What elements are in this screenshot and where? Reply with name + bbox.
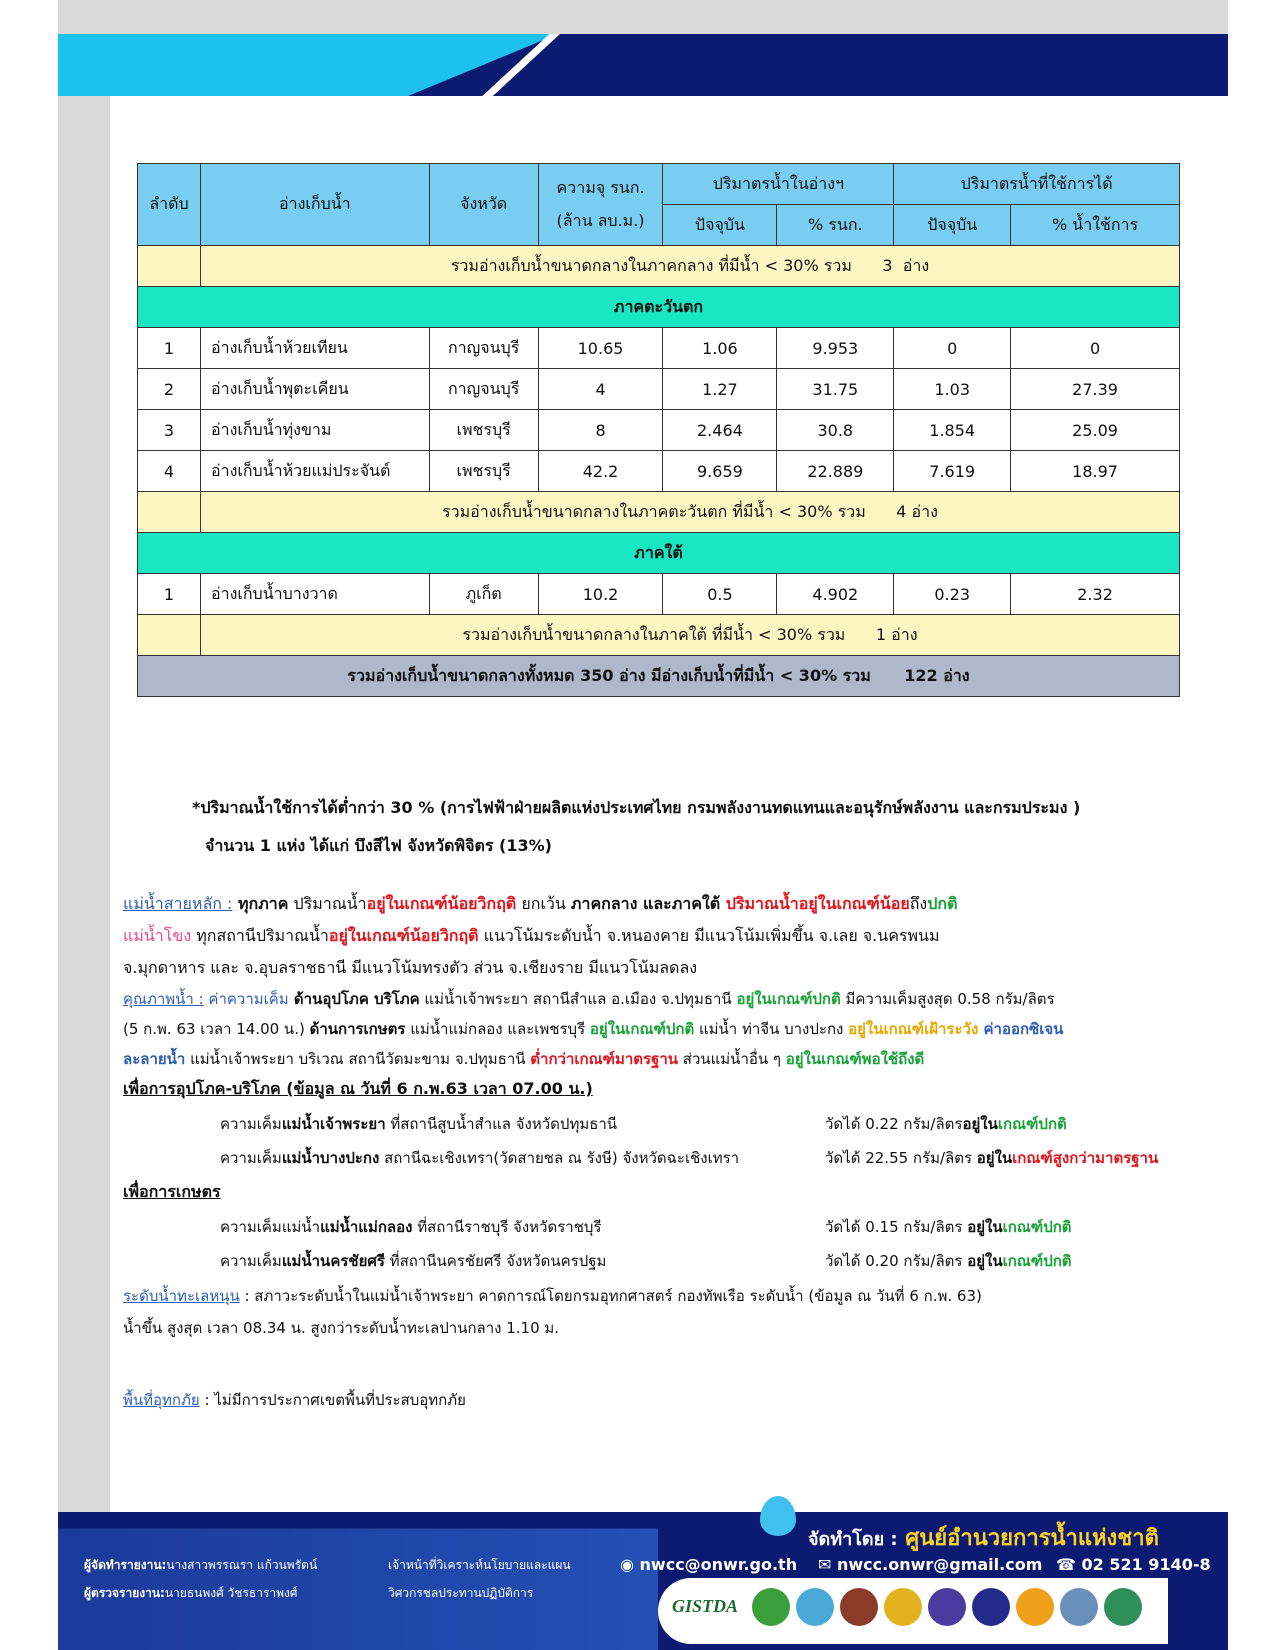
quality-text: มีความเค็มสูงสุด 0.58 กรัม/ลิตร: [840, 990, 1055, 1008]
cell-order: 1: [138, 574, 201, 615]
cell-pct-capacity: 31.75: [777, 369, 894, 410]
item-status: เกณฑ์ปกติ: [997, 1115, 1067, 1133]
consume-item-1-value: [825, 1108, 1067, 1140]
quality-text: ด้านอุปโภค บริโภค: [288, 990, 420, 1008]
footer-role-1: เจ้าหน้าที่วิเคราะห์นโยบายและแผน: [388, 1558, 571, 1572]
agri-item-1-value: [825, 1211, 1072, 1243]
partner-logo-icon: [972, 1588, 1010, 1626]
item-text: ที่สถานีนครชัยศรี จังหวัดนครปฐม: [384, 1252, 607, 1270]
rivers-label: แม่น้ำสายหลัก :: [123, 894, 233, 913]
summary-blank-cell: [138, 615, 201, 656]
partner-logo-icon: [752, 1588, 790, 1626]
cell-order: 3: [138, 410, 201, 451]
region-row-west: [138, 287, 1180, 328]
rivers-text: ภาคกลาง และภาคใต้: [570, 894, 721, 913]
header-current-usable: ปัจจุบัน: [894, 205, 1011, 246]
cell-capacity: 10.65: [538, 328, 663, 369]
partner-logo-icon: [1104, 1588, 1142, 1626]
header-reservoir: อ่างเก็บน้ำ: [200, 164, 429, 246]
rivers-status: อยู่ในเกณฑ์น้อยวิกฤติ: [366, 894, 517, 913]
consume-item-2: [220, 1142, 739, 1174]
flood-label: พื้นที่อุทกภัย: [123, 1391, 200, 1409]
quality-line-1: [123, 983, 1055, 1015]
cell-province: กาญจนบุรี: [429, 369, 538, 410]
globe-icon: ◉: [620, 1555, 640, 1574]
mekong-status: อยู่ในเกณฑ์น้อยวิกฤติ: [328, 926, 479, 945]
cell-current: 1.06: [663, 328, 777, 369]
cell-current: 1.27: [663, 369, 777, 410]
quality-text: ละลายน้ำ: [123, 1050, 186, 1068]
item-text: อยู่ใน: [976, 1149, 1013, 1167]
cell-province: เพชรบุรี: [429, 451, 538, 492]
central-summary-text: รวมอ่างเก็บน้ำขนาดกลางในภาคกลาง ที่มีน้ำ < 30% รวม 3 อ่าง: [200, 246, 1179, 287]
item-value: วัดได้ 22.55 กรัม/ลิตร: [825, 1149, 977, 1167]
org-prefix: จัดทำโดย :: [808, 1529, 898, 1550]
cell-order: 4: [138, 451, 201, 492]
rivers-status: ปกติ: [927, 894, 958, 913]
region-title-west: ภาคตะวันตก: [138, 287, 1180, 328]
partner-logo-icon: [928, 1588, 966, 1626]
left-margin-bar: [58, 0, 110, 1650]
footer-role-2: วิศวกรชลประทานปฏิบัติการ: [388, 1586, 534, 1600]
cell-pct-capacity: 9.953: [777, 328, 894, 369]
cell-pct-usable: 18.97: [1011, 451, 1180, 492]
water-drop-icon: [760, 1496, 796, 1536]
summary-blank-cell: [138, 246, 201, 287]
cell-current-usable: 7.619: [894, 451, 1011, 492]
total-row: [138, 656, 1180, 697]
total-summary-text: รวมอ่างเก็บน้ำขนาดกลางทั้งหมด 350 อ่าง มีอ่างเก็บน้ำที่มีน้ำ < 30% รวม 122 อ่าง: [138, 656, 1180, 697]
table-row: [138, 369, 1180, 410]
cell-reservoir: อ่างเก็บน้ำพุตะเคียน: [200, 369, 429, 410]
cell-reservoir: อ่างเก็บน้ำบางวาด: [200, 574, 429, 615]
partner-logo-icon: [840, 1588, 878, 1626]
rivers-text: ยกเว้น: [516, 894, 571, 913]
west-summary-row: [138, 492, 1180, 533]
cell-reservoir: อ่างเก็บน้ำห้วยแม่ประจันต์: [200, 451, 429, 492]
consume-heading: เพื่อการอุปโภค-บริโภค (ข้อมูล ณ วันที่ 6 ก.พ.63 เวลา 07.00 น.): [123, 1079, 593, 1098]
cell-current-usable: 1.03: [894, 369, 1011, 410]
cell-pct-capacity: 30.8: [777, 410, 894, 451]
quality-status: ต่ำกว่าเกณฑ์มาตรฐาน: [530, 1050, 679, 1068]
cell-pct-usable: 2.32: [1011, 574, 1180, 615]
prepared-label: ผู้จัดทำรายงาน:: [84, 1558, 167, 1572]
rivers-text: ปริมาณน้ำ: [288, 894, 367, 913]
rivers-text: ถึง: [909, 894, 928, 913]
web-text: nwcc@onwr.go.th: [639, 1555, 798, 1574]
reservoir-table: [137, 163, 1180, 697]
quality-text: (5 ก.พ. 63 เวลา 14.00 น.): [123, 1020, 310, 1038]
tide-line-2: น้ำขึ้น สูงสุด เวลา 08.34 น. สูงกว่าระดับน้ำทะเลปานกลาง 1.10 ม.: [123, 1319, 560, 1337]
west-summary-text: รวมอ่างเก็บน้ำขนาดกลางในภาคตะวันตก ที่มีน้ำ < 30% รวม 4 อ่าง: [200, 492, 1179, 533]
mekong-label: แม่น้ำโขง: [123, 926, 192, 945]
table-header-row: [138, 164, 1180, 205]
cell-province: กาญจนบุรี: [429, 328, 538, 369]
checked-label: ผู้ตรวจรายงาน:: [84, 1586, 165, 1600]
rivers-status: ปริมาณน้ำอยู่ในเกณฑ์น้อย: [720, 894, 910, 913]
cell-pct-capacity: 4.902: [777, 574, 894, 615]
cell-order: 2: [138, 369, 201, 410]
item-text: ที่สถานีราชบุรี จังหวัดราชบุรี: [412, 1218, 602, 1236]
gistda-logo: GISTDA: [672, 1596, 739, 1616]
header-pct-capacity: % รนก.: [777, 205, 894, 246]
quality-line-2: [123, 1013, 1063, 1045]
footer-web[interactable]: [620, 1555, 797, 1574]
header-storage-group: ปริมาตรน้ำในอ่างฯ: [663, 164, 894, 205]
quality-text: แม่น้ำ ท่าจีน บางปะกง: [694, 1020, 849, 1038]
rivers-line-1: [123, 888, 957, 920]
tide-line-1: [123, 1280, 982, 1312]
item-status: เกณฑ์ปกติ: [1002, 1218, 1072, 1236]
table-row: [138, 451, 1180, 492]
header-order: ลำดับ: [138, 164, 201, 246]
footer-email[interactable]: [818, 1555, 1042, 1574]
region-title-south: ภาคใต้: [138, 533, 1180, 574]
cell-pct-capacity: 22.889: [777, 451, 894, 492]
cell-current-usable: 0: [894, 328, 1011, 369]
footer-checked: [84, 1584, 298, 1603]
item-text: อยู่ใน: [967, 1252, 1003, 1270]
item-status: เกณฑ์สูงกว่ามาตรฐาน: [1012, 1149, 1159, 1167]
mekong-text: ทุกสถานีปริมาณน้ำ: [191, 926, 329, 945]
prepared-name: นางสาวพรรณรา แก้วนพรัตน์: [166, 1558, 318, 1572]
quality-text: ค่าออกซิเจน: [978, 1020, 1064, 1038]
item-river: แม่น้ำบางปะกง: [281, 1149, 380, 1167]
item-status: เกณฑ์ปกติ: [1002, 1252, 1072, 1270]
header-current: ปัจจุบัน: [663, 205, 777, 246]
tide-text: : สภาวะระดับน้ำในแม่น้ำเจ้าพระยา คาดการณ์โดยกรมอุทกศาสตร์ กองทัพเรือ ระดับน้ำ (ข้อมูล ณ วันที่ 6 ก.พ. 63): [239, 1287, 982, 1305]
cell-current: 2.464: [663, 410, 777, 451]
south-summary-row: [138, 615, 1180, 656]
partner-logo-icon: [1060, 1588, 1098, 1626]
consume-item-1: [220, 1108, 617, 1140]
header-capacity-line1: ความจุ รนก.: [556, 177, 645, 197]
agri-item-2: [220, 1245, 606, 1277]
agri-item-1: [220, 1211, 601, 1243]
quality-line-3: [123, 1043, 924, 1075]
note-line-1: *ปริมาณน้ำใช้การได้ต่ำกว่า 30 % (การไฟฟ้าฝ่ายผลิตแห่งประเทศไทย กรมพลังงานทดแทนและอนุรักษ์พลังงาน และกรมประมง ): [192, 798, 1081, 817]
item-text: ความเค็ม: [220, 1149, 282, 1167]
table-row: [138, 410, 1180, 451]
header-capacity: [538, 164, 663, 246]
quality-text: ส่วนแม่น้ำอื่น ๆ: [678, 1050, 786, 1068]
central-summary-row: [138, 246, 1180, 287]
partner-logo-icon: [796, 1588, 834, 1626]
cell-current: 0.5: [663, 574, 777, 615]
org-name: ศูนย์อำนวยการน้ำแห่งชาติ: [905, 1526, 1159, 1551]
top-gray-band: [58, 0, 1228, 34]
partner-logo-icon: [884, 1588, 922, 1626]
quality-status: อยู่ในเกณฑ์เฝ้าระวัง: [848, 1020, 979, 1038]
mekong-line-1: [123, 920, 940, 952]
quality-status: อยู่ในเกณฑ์พอใช้ถึงดี: [785, 1050, 925, 1068]
quality-text: ด้านการเกษตร: [309, 1020, 406, 1038]
flood-line: [123, 1384, 466, 1416]
cell-current: 9.659: [663, 451, 777, 492]
quality-text: แม่น้ำเจ้าพระยา สถานีสำแล อ.เมือง จ.ปทุมธานี: [419, 990, 737, 1008]
item-text: ที่สถานีสูบน้ำสำแล จังหวัดปทุมธานี: [385, 1115, 618, 1133]
phone-text: 02 521 9140-8: [1081, 1555, 1211, 1574]
mekong-line-2: จ.มุกดาหาร และ จ.อุบลราชธานี มีแนวโน้มทรงตัว ส่วน จ.เชียงราย มีแนวโน้มลดลง: [123, 958, 698, 977]
email-text: nwcc.onwr@gmail.com: [836, 1555, 1043, 1574]
cell-capacity: 4: [538, 369, 663, 410]
quality-text: แม่น้ำแม่กลอง และเพชรบุรี: [405, 1020, 590, 1038]
item-river: แม่น้ำเจ้าพระยา: [281, 1115, 386, 1133]
item-value: วัดได้ 0.20 กรัม/ลิตร: [825, 1252, 968, 1270]
item-river: แม่น้ำนครชัยศรี: [281, 1252, 385, 1270]
table-row: [138, 574, 1180, 615]
item-text: ความเค็ม: [220, 1115, 282, 1133]
footer-org: [808, 1520, 1159, 1555]
south-summary-text: รวมอ่างเก็บน้ำขนาดกลางในภาคใต้ ที่มีน้ำ < 30% รวม 1 อ่าง: [200, 615, 1179, 656]
tide-label: ระดับน้ำทะเลหนุน: [123, 1287, 240, 1305]
region-row-south: [138, 533, 1180, 574]
item-text: อยู่ใน: [967, 1218, 1003, 1236]
mekong-text: แนวโน้มระดับน้ำ จ.หนองคาย มีแนวโน้มเพิ่มขึ้น จ.เลย จ.นครพนม: [478, 926, 940, 945]
header-pct-usable: % น้ำใช้การ: [1011, 205, 1180, 246]
quality-text: แม่น้ำเจ้าพระยา บริเวณ สถานีวัดมะขาม จ.ปทุมธานี: [185, 1050, 531, 1068]
flood-text: : ไม่มีการประกาศเขตพื้นที่ประสบอุทกภัย: [199, 1391, 466, 1409]
cell-capacity: 42.2: [538, 451, 663, 492]
cell-pct-usable: 0: [1011, 328, 1180, 369]
cell-current-usable: 0.23: [894, 574, 1011, 615]
checked-name: นายธนพงศ์ วัชรธาราพงศ์: [164, 1586, 298, 1600]
partner-logo-icon: [1016, 1588, 1054, 1626]
footer-wave: [58, 1512, 658, 1650]
item-text: อยู่ใน: [962, 1115, 998, 1133]
phone-icon: ☎: [1056, 1555, 1082, 1574]
cell-reservoir: อ่างเก็บน้ำห้วยเทียน: [200, 328, 429, 369]
cell-capacity: 10.2: [538, 574, 663, 615]
cell-province: เพชรบุรี: [429, 410, 538, 451]
quality-text: ค่าความเค็ม: [203, 990, 289, 1008]
footer-prepared: [84, 1556, 317, 1575]
note-line-2: จำนวน 1 แห่ง ได้แก่ บึงสีไฟ จังหวัดพิจิตร (13%): [205, 836, 552, 855]
cell-reservoir: อ่างเก็บน้ำทุ่งขาม: [200, 410, 429, 451]
item-river: แม่น้ำแม่กลอง: [320, 1218, 413, 1236]
item-text: ความเค็ม: [220, 1252, 282, 1270]
consume-item-2-value: [825, 1142, 1158, 1174]
item-value: วัดได้ 0.15 กรัม/ลิตร: [825, 1218, 968, 1236]
table-row: [138, 328, 1180, 369]
mail-icon: ✉: [818, 1555, 837, 1574]
quality-status: อยู่ในเกณฑ์ปกติ: [736, 990, 841, 1008]
cell-pct-usable: 27.39: [1011, 369, 1180, 410]
header-usable-group: ปริมาตรน้ำที่ใช้การได้: [894, 164, 1180, 205]
quality-label: คุณภาพน้ำ :: [123, 990, 204, 1008]
item-text: สถานีฉะเชิงเทรา(วัดสายชล ณ รังษี) จังหวัดฉะเชิงเทรา: [379, 1149, 740, 1167]
cell-capacity: 8: [538, 410, 663, 451]
footer-phone[interactable]: [1056, 1555, 1211, 1574]
cell-province: ภูเก็ต: [429, 574, 538, 615]
cell-pct-usable: 25.09: [1011, 410, 1180, 451]
summary-blank-cell: [138, 492, 201, 533]
header-province: จังหวัด: [429, 164, 538, 246]
cell-order: 1: [138, 328, 201, 369]
item-value: วัดได้ 0.22 กรัม/ลิตร: [825, 1115, 963, 1133]
header-capacity-line2: (ล้าน ลบ.ม.): [556, 210, 645, 230]
cell-current-usable: 1.854: [894, 410, 1011, 451]
agri-item-2-value: [825, 1245, 1072, 1277]
quality-status: อยู่ในเกณฑ์ปกติ: [589, 1020, 695, 1038]
item-text: ความเค็มแม่น้ำ: [220, 1218, 321, 1236]
rivers-text: ทุกภาค: [232, 894, 289, 913]
agri-heading: เพื่อการเกษตร: [123, 1182, 221, 1201]
